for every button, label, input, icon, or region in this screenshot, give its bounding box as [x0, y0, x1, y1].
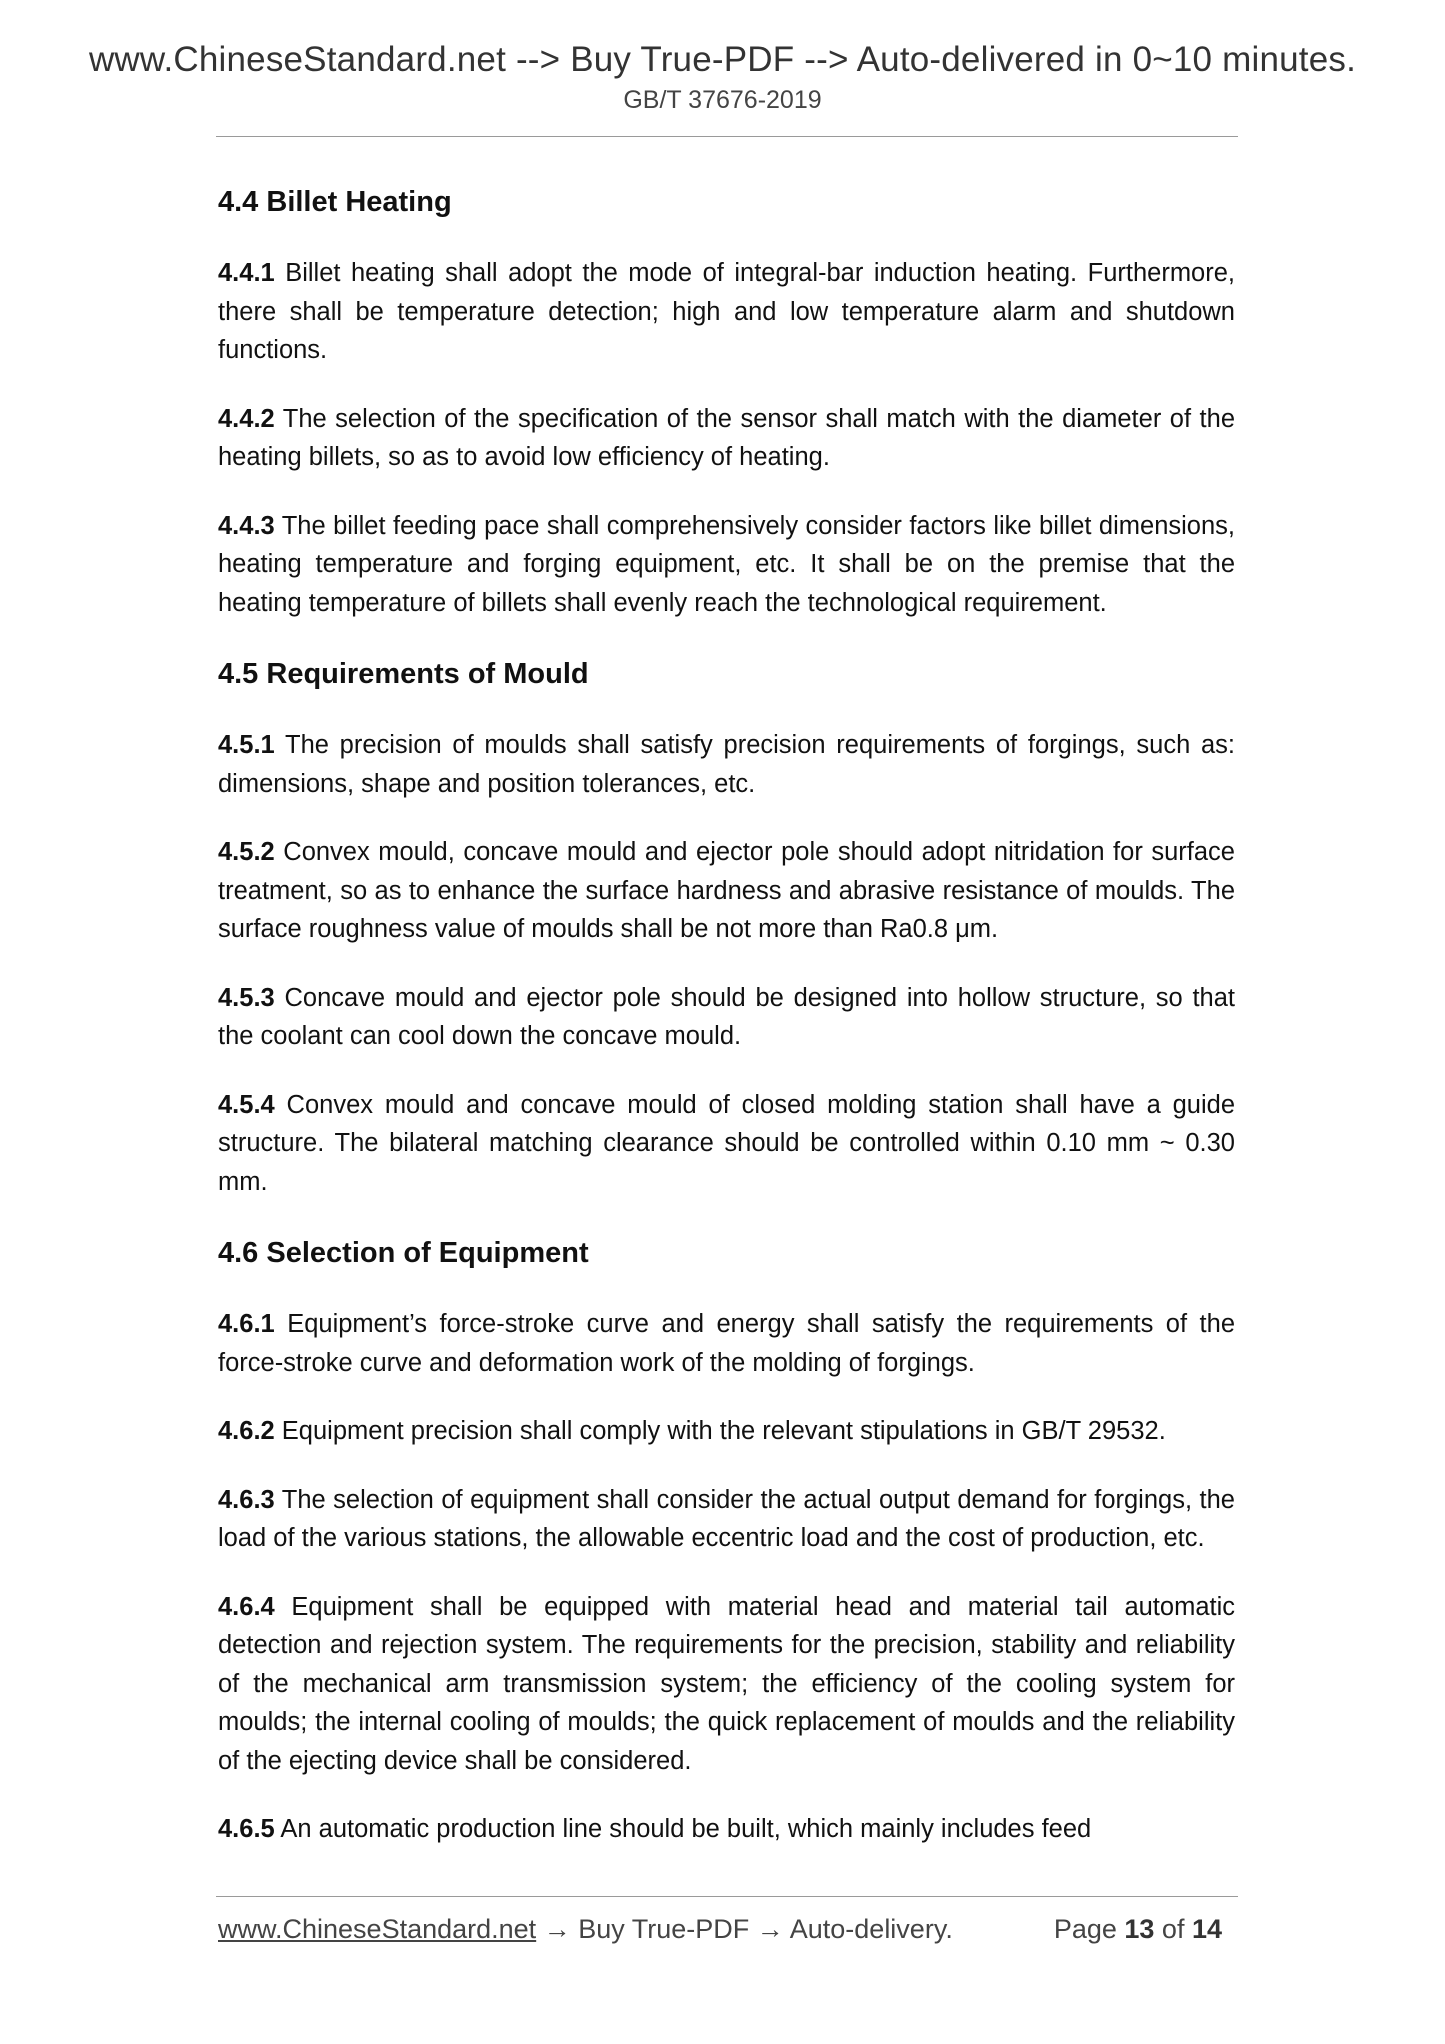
section-title-4-6: 4.6 Selection of Equipment: [218, 1237, 589, 1269]
clause-text: Equipment precision shall comply with the relevant stipulations in GB/T 29532.: [274, 1417, 1166, 1445]
page-header: [0, 38, 1445, 115]
clause-number: 4.6.1: [218, 1310, 275, 1338]
section-title-4-5: 4.5 Requirements of Mould: [218, 658, 589, 690]
clause-4-6-4: [218, 1588, 1235, 1781]
header-site-line[interactable]: www.ChineseStandard.net --> Buy True-PDF --> Auto-delivered in 0~10 minutes.: [88, 40, 1357, 79]
clause-text: Concave mould and ejector pole should be designed into hollow structure, so that the coolant can cool down the concave mould.: [218, 983, 1235, 1050]
clause-4-5-2: [218, 833, 1235, 949]
clause-text: The selection of equipment shall consider the actual output demand for forgings, the load of the various stations, the allowable eccentric load and the cost of production, etc.: [218, 1485, 1235, 1552]
clause-number: 4.6.5: [218, 1815, 275, 1843]
clause-4-4-1: [218, 254, 1235, 370]
clause-text: Convex mould and concave mould of closed molding station shall have a guide structure. The bilateral matching clearance should be controlled within 0.10 mm ~ 0.30 mm.: [218, 1090, 1235, 1196]
header-standard-number: GB/T 37676-2019: [623, 86, 822, 114]
clause-4-5-1: [218, 726, 1235, 803]
clause-4-5-3: [218, 979, 1235, 1056]
page-label: Page: [1053, 1914, 1125, 1944]
clause-4-6-5: [218, 1810, 1235, 1849]
clause-text: Billet heating shall adopt the mode of integral-bar induction heating. Furthermore, there shall be temperature detection; high and low temperature alarm and shutdown functions.: [218, 259, 1235, 364]
clause-number: 4.4.1: [218, 259, 275, 287]
section-title-4-4: 4.4 Billet Heating: [218, 186, 452, 218]
clause-text: The billet feeding pace shall comprehensively consider factors like billet dimensions, heating temperature and forging equipment, etc. It shall be on the premise that the heating temperature of billets shall evenly reach the technological requirement.: [218, 511, 1235, 617]
clause-number: 4.4.3: [218, 511, 275, 540]
clause-number: 4.5.3: [218, 983, 275, 1012]
document-body: [218, 180, 1235, 1879]
clause-4-5-4: [218, 1086, 1235, 1202]
clause-number: 4.5.4: [218, 1090, 275, 1119]
clause-number: 4.4.2: [218, 404, 275, 433]
clause-4-4-3: [218, 507, 1235, 623]
clause-text: Convex mould, concave mould and ejector pole should adopt nitridation for surface treatment, so as to enhance the surface hardness and abrasive resistance of moulds. The surface roughness value of moulds shall be not more than Ra0.8 μm.: [218, 838, 1235, 943]
page-footer: [218, 1914, 1235, 1954]
clause-text: An automatic production line should be built, which mainly includes feed: [274, 1815, 1092, 1843]
clause-number: 4.6.2: [218, 1417, 275, 1445]
clause-number: 4.5.1: [218, 731, 275, 759]
clause-number: 4.6.4: [218, 1592, 275, 1621]
clause-4-4-2: [218, 400, 1235, 477]
header-divider: [216, 136, 1238, 137]
clause-number: 4.6.3: [218, 1485, 275, 1514]
clause-text: The precision of moulds shall satisfy precision requirements of forgings, such as: dimensions, shape and position tolerances, etc.: [218, 731, 1235, 798]
of-label: of: [1154, 1914, 1192, 1944]
clause-text: Equipment’s force-stroke curve and energy shall satisfy the requirements of the force-stroke curve and deformation work of the molding of forgings.: [218, 1310, 1235, 1377]
footer-divider: [216, 1896, 1238, 1897]
page-indicator: [1054, 1914, 1222, 1945]
clause-text: The selection of the specification of the sensor shall match with the diameter of the heating billets, so as to avoid low efficiency of heating.: [218, 404, 1235, 471]
clause-number: 4.5.2: [218, 838, 275, 866]
clause-4-6-3: [218, 1481, 1235, 1558]
clause-4-6-2: [218, 1412, 1235, 1451]
page-current: 13: [1124, 1914, 1155, 1944]
page-total: 14: [1191, 1914, 1222, 1944]
footer-site-link[interactable]: www.ChineseStandard.net: [218, 1914, 537, 1944]
footer-tagline: → Buy True-PDF → Auto-delivery.: [536, 1914, 953, 1944]
clause-4-6-1: [218, 1305, 1235, 1382]
clause-text: Equipment shall be equipped with material head and material tail automatic detection and rejection system. The requirements for the precision, stability and reliability of the mechanical arm transmission system; the efficiency of the cooling system for moulds; the internal cooling of moulds; the quick replacement of moulds and the reliability of the ejecting device shall be considered.: [218, 1592, 1235, 1775]
